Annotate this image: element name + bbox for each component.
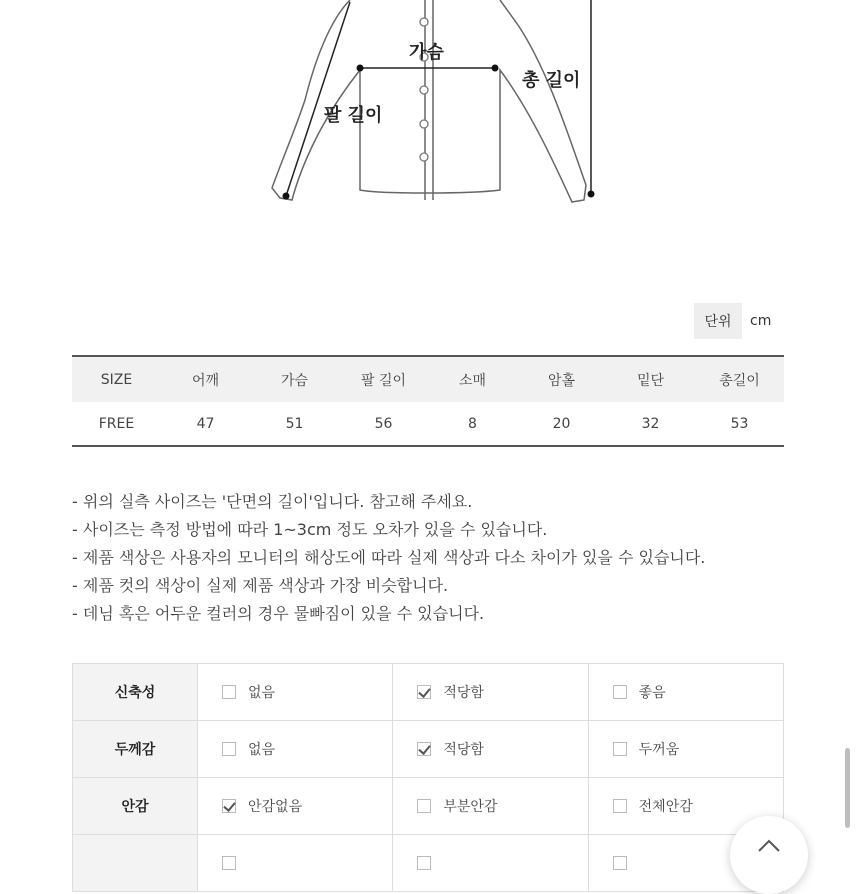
option-cell [393,721,588,778]
option-label: 적당함 [443,742,484,758]
column-header: 가슴 [280,372,309,389]
checkbox[interactable] [613,742,627,756]
option-cell [393,835,588,892]
option-label: 안감없음 [248,799,303,815]
note-item: - 위의 실측 사이즈는 '단면의 길이'입니다. 참고해 주세요. [72,492,473,511]
size-diagram [0,0,856,230]
option-cell [588,721,783,778]
size-table-header-row [72,356,784,402]
checkbox[interactable] [222,742,236,756]
option-label: 적당함 [443,685,484,701]
checkbox[interactable] [417,799,431,813]
chevron-up-icon [756,838,782,854]
table-row [73,778,784,835]
column-header: 팔 길이 [360,372,407,389]
option-label: 전체안감 [638,799,693,815]
checkbox[interactable] [222,799,236,813]
table-cell: 20 [552,415,571,432]
row-label [73,835,198,892]
checkbox[interactable] [222,685,236,699]
option-cell [198,664,393,721]
option-label: 두꺼움 [638,742,680,758]
sleeve-length-label: 팔 길이 [324,105,383,126]
fabric-feel-table [72,663,784,892]
table-row [73,664,784,721]
table-cell: 8 [468,415,477,432]
table-row [73,835,784,892]
column-header: SIZE [100,371,133,388]
checkbox[interactable] [613,856,627,870]
note-item: - 데님 혹은 어두운 컬러의 경우 물빠짐이 있을 수 있습니다. [72,604,485,623]
thickness-row-label: 두께감 [73,721,198,778]
total-length-label: 총 길이 [522,70,581,91]
table-cell: 56 [374,415,393,432]
checkbox[interactable] [613,799,627,813]
unit-value: cm [750,313,772,329]
lining-row-label: 안감 [73,778,198,835]
checkbox[interactable] [613,685,627,699]
unit-label: 단위 [694,303,742,339]
option-cell [393,664,588,721]
option-label: 없음 [248,685,276,701]
note-item: - 제품 색상은 사용자의 모니터의 해상도에 따라 실제 색상과 다소 차이가 있을 수 있습니다. [72,548,706,567]
column-header: 소매 [458,372,487,389]
size-table [72,355,784,447]
column-header: 밑단 [636,372,665,389]
jacket-illustration [0,0,856,230]
option-cell [198,721,393,778]
option-cell [198,778,393,835]
scroll-top-button[interactable] [730,816,808,894]
option-cell [393,778,588,835]
stretch-row-label: 신축성 [73,664,198,721]
checkbox[interactable] [417,856,431,870]
scrollbar[interactable] [845,748,850,828]
chest-label: 가슴 [409,42,444,63]
option-cell [198,835,393,892]
table-row [73,721,784,778]
size-notes [72,488,705,628]
note-item: - 제품 컷의 색상이 실제 제품 색상과 가장 비슷합니다. [72,576,449,595]
checkbox[interactable] [417,742,431,756]
column-header: 암홀 [547,372,576,389]
note-item: - 사이즈는 측정 방법에 따라 1~3cm 정도 오차가 있을 수 있습니다. [72,520,548,539]
column-header: 총길이 [719,372,760,389]
option-label: 없음 [248,742,276,758]
checkbox[interactable] [222,856,236,870]
column-header: 어깨 [191,372,220,389]
checkbox[interactable] [417,685,431,699]
table-cell: 51 [285,415,304,432]
table-cell: 53 [730,415,749,432]
table-row [72,402,784,446]
table-cell: 47 [196,415,215,432]
table-cell: 32 [641,415,660,432]
option-label: 좋음 [638,685,666,701]
table-cell: FREE [98,415,135,432]
option-label: 부분안감 [443,799,498,815]
option-cell [588,664,783,721]
